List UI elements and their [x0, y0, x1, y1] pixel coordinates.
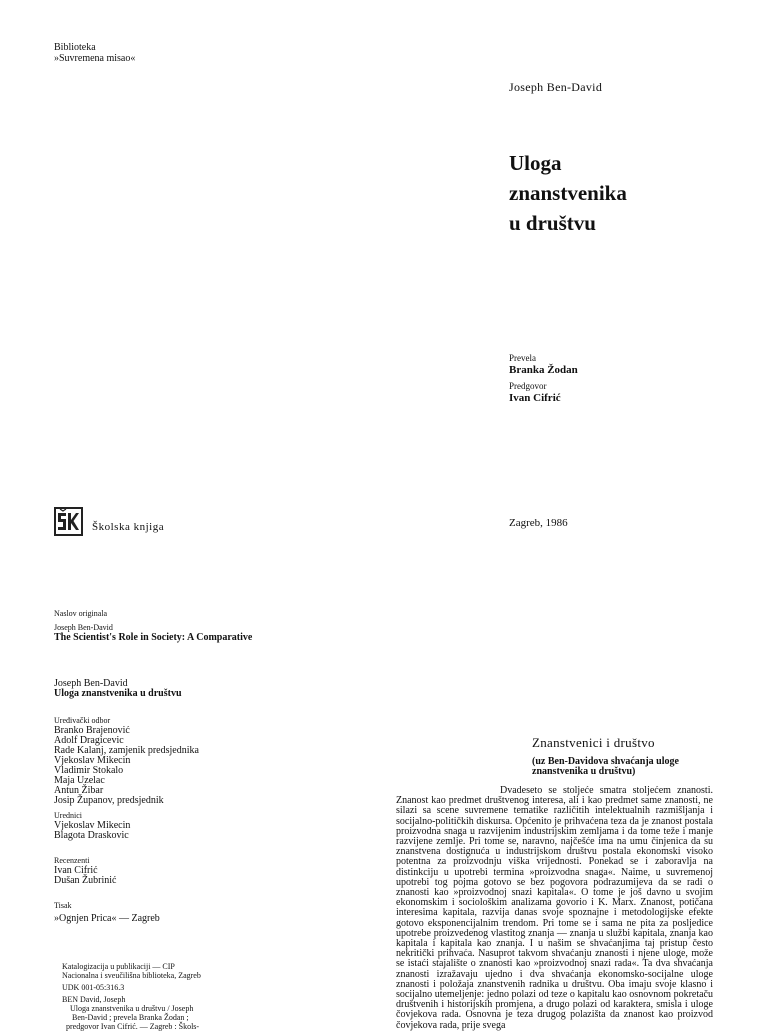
- editor-name: Vjekoslav Mikecin: [54, 820, 131, 831]
- translator-name: Branka Žodan: [509, 364, 578, 376]
- preface-credit: [509, 380, 561, 404]
- cip-line: Uloga znanstvenika u društvu / Joseph: [70, 1004, 194, 1013]
- board-member: Antun Žibar: [54, 785, 104, 796]
- intro-body: [396, 785, 713, 1031]
- cip-line: Ben-David ; prevela Branka Žodan ;: [72, 1013, 189, 1022]
- editorial-board-block: [54, 716, 199, 806]
- cip-line: predgovor Ivan Cifrić. — Zagreb : Škols-: [66, 1022, 200, 1031]
- print-value: »Ognjen Prica« — Zagreb: [54, 913, 160, 924]
- cip-block: [62, 962, 201, 1031]
- series-block: [54, 42, 135, 64]
- intro-subtitle-line-2: znanstvenika u društvu): [532, 766, 636, 777]
- reviewers-block: [54, 856, 117, 886]
- book-title: [509, 148, 627, 238]
- intro-title: Znanstvenici i društvo: [532, 735, 655, 750]
- board-member: Branko Brajenović: [54, 725, 130, 736]
- bibliographic-block: [54, 679, 182, 699]
- original-title-block: [54, 609, 252, 643]
- bib-author: Joseph Ben-David: [54, 678, 128, 689]
- cip-line: Katalogizacija u publikaciji — CIP: [62, 962, 175, 971]
- title-author: Joseph Ben-David: [509, 80, 603, 94]
- editors-block: [54, 811, 130, 841]
- board-member: Vladimir Stokalo: [54, 765, 124, 776]
- board-member: Adolf Dragicevic: [54, 735, 124, 746]
- cip-line: BEN David, Joseph: [62, 995, 126, 1004]
- print-label: Tisak: [54, 901, 72, 910]
- board-label: Uređivački odbor: [54, 716, 111, 725]
- print-block: [54, 901, 160, 924]
- cip-line: UDK 001-05:316.3: [62, 983, 125, 992]
- intro-subtitle-line-1: (uz Ben-Davidova shvaćanja uloge: [532, 756, 679, 767]
- original-title: The Scientist's Role in Society: A Comparative: [54, 632, 253, 643]
- reviewer-name: Ivan Cifrić: [54, 865, 98, 876]
- original-label: Naslov originala: [54, 609, 108, 618]
- cip-line: Nacionalna i sveučilišna biblioteka, Zagreb: [62, 971, 201, 980]
- intro-subtitle: [532, 757, 679, 777]
- publisher-logo-icon: [54, 507, 83, 536]
- editors-label: Urednici: [54, 811, 82, 820]
- preface-name: Ivan Cifrić: [509, 392, 561, 404]
- board-member: Josip Županov, predsjednik: [54, 795, 164, 806]
- book-title-line-2: znanstvenika: [509, 181, 627, 205]
- book-title-line-3: u društvu: [509, 211, 596, 235]
- board-member: Maja Uzelac: [54, 775, 105, 786]
- preface-label: Predgovor: [509, 381, 547, 391]
- board-member: Rade Kalanj, zamjenik predsjednika: [54, 745, 199, 756]
- series-line-1: Biblioteka: [54, 42, 96, 53]
- translator-label: Prevela: [509, 353, 536, 363]
- place-year: Zagreb, 1986: [509, 517, 568, 529]
- reviewer-name: Dušan Žubrinić: [54, 875, 117, 886]
- intro-paragraph: Dvadeseto se stoljeće smatra stoljećem znanosti. Znanost kao predmet društvenog interesa, ali i kao predmet same znanosti, ne silazi sa scene suvremene tematike različitih intelektualnih razmišljanja i socijalno-političkih diskursa. Općenito je prihvaćena teza da je znanost postala proizvodna snaga u razvijenim industrijskim zemljama i da tome teže i manje razvijene zemlje. Pri tome se, naravno, najčešće ima na umu činjenica da su znanstvena dostignuća u industrijskom društvu postala ekonomski visoko potentna za proizvodnju viška vrijednosti. Ponekad se i zaboravlja na distinkciju u upotrebi termina »proizvodna snaga«. Naime, u suvremenoj upotrebi tog pojma gotovo se bez pogovora podrazumijeva da se radi o znanosti kao »proizvodnoj snazi kapitala«. O tome je još davno u svojim ekonomskim i sociološkim analizama govorio i K. Marx. Znanost, potičana interesima kapitala, razvija danas svoje spoznajne i metodologijske efekte gotovo eksponencijalnim trendom. Pri tome se i sama ne pita za posljedice upotrebe proizvedenog vlastitog znanja — znanja u službi kapitala, znanja kao kapitala i kapitala kao znanja. I u našim se shvaćanjima taj pristup često nekritički prihvaća. Nasuprot takvom shvaćanju znanosti i njene uloge, može se istaći stajalište o znanosti kao »proizvodnoj snazi rada«. Ta dva shvaćanja znanosti izražavaju ujedno i dva shvaćanja ekonomsko-socijalne uloge znanosti i položaja znanstvenih radnika u društvu. Oba imaju svoje klasno i socijalno utemeljenje: jedno polazi od teze o kapitalu kao osnovnom pokretaču društvenih i historijskih promjena, a drugo polazi od karaktera, smisla i uloge čovjekova rada. Osnovna je teza drugog polazišta da znanost kao proizvod čovjekova rada, prije svega: [396, 785, 713, 1031]
- publisher-name: Školska knjiga: [92, 521, 165, 533]
- book-title-line-1: Uloga: [509, 151, 562, 175]
- board-member: Vjekoslav Mikecin: [54, 755, 131, 766]
- series-line-2: »Suvremena misao«: [54, 53, 136, 64]
- bib-title: Uloga znanstvenika u društvu: [54, 688, 182, 699]
- translator-credit: [509, 352, 578, 376]
- reviewers-label: Recenzenti: [54, 856, 90, 865]
- original-author: Joseph Ben-David: [54, 623, 113, 632]
- editor-name: Blagota Draskovic: [54, 830, 129, 841]
